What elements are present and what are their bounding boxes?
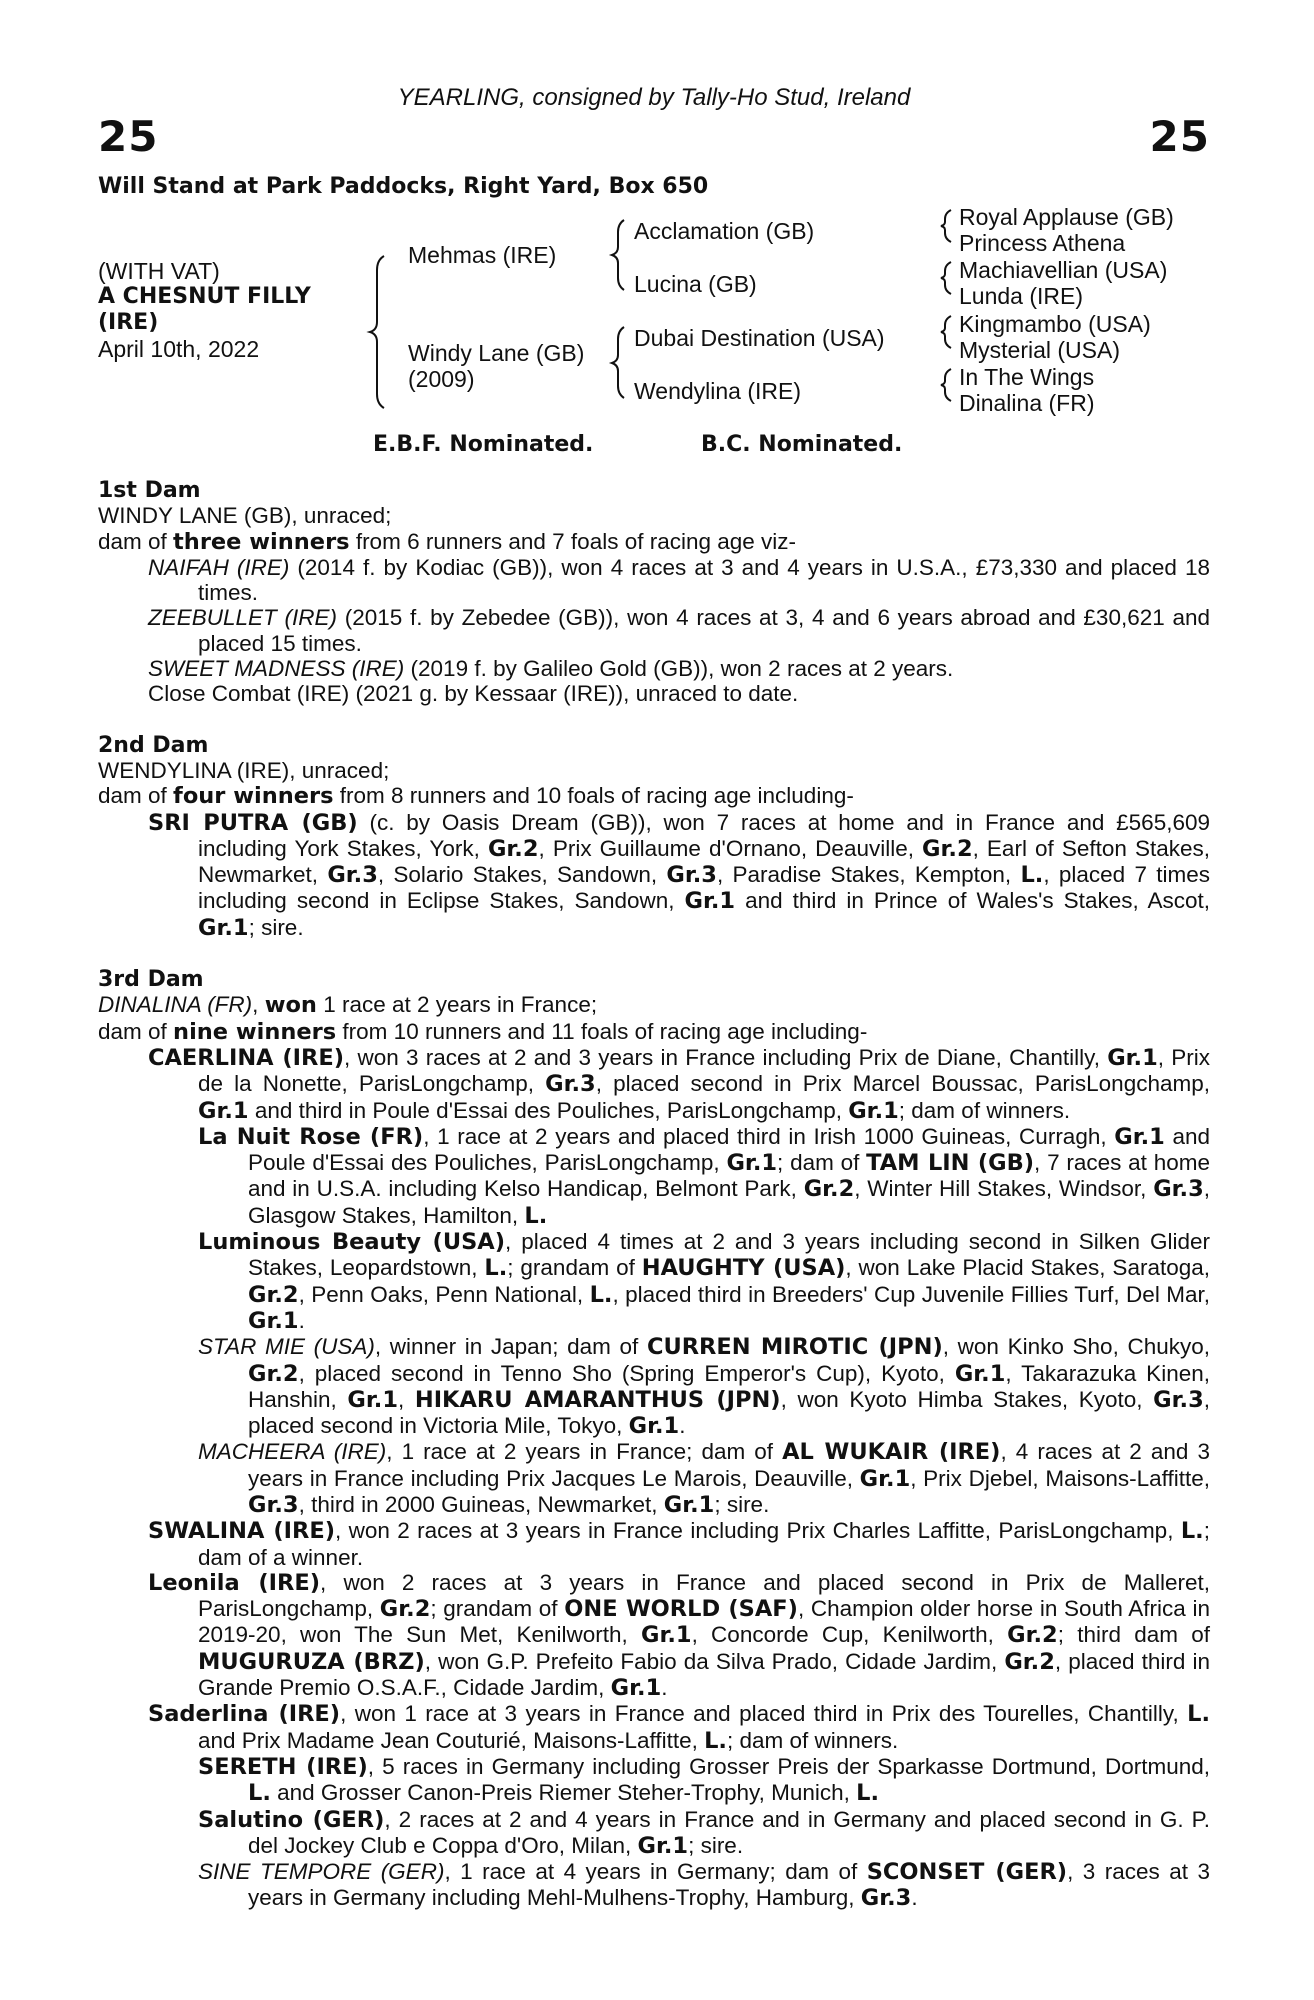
sire: Mehmas (IRE) [408, 242, 557, 268]
lot-number-left: 25 [98, 112, 159, 161]
third-dam-summary: dam of nine winners from 10 runners and 11 foals of racing age including- [98, 1018, 868, 1045]
offspring-entry: Close Combat (IRE) (2021 g. by Kessaar (IRE)), unraced to date. [148, 681, 799, 707]
vat-note: (WITH VAT) [98, 258, 220, 284]
ancestor-6: Mysterial (USA) [959, 337, 1121, 363]
offspring-entry: SWEET MADNESS (IRE) (2019 f. by Galileo Gold (GB)), won 2 races at 2 years. [148, 656, 954, 682]
offspring-entry: ZEEBULLET (IRE) (2015 f. by Zebedee (GB)), won 4 races at 3, 4 and 6 years abroad and £30,621 and placed 15 times. [148, 605, 1210, 656]
grand-offspring-entry: Luminous Beauty (USA), placed 4 times at 2 and 3 years including second in Silken Glider Stakes, Leopardstown, L.; grandam of HAUGHTY (USA), won Lake Placid Stakes, Saratoga, Gr.2, Penn Oaks, Penn National, L., placed third in Breeders' Cup Juvenile Fillies Turf, Del Mar, Gr.1. [198, 1229, 1211, 1334]
pedigree-table [98, 200, 1210, 425]
offspring-entry: Leonila (IRE), won 2 races at 3 years in France and placed second in Prix de Malleret, ParisLongchamp, Gr.2; grandam of ONE WORLD (SAF), Champion older horse in South Africa in 2019-20, won The Sun Met, Kenilworth, Gr.1, Concorde Cup, Kenilworth, Gr.2; third dam of MUGURUZA (BRZ), won G.P. Prefeito Fabio da Silva Prado, Cidade Jardim, Gr.2, placed third in Grande Premio O.S.A.F., Cidade Jardim, Gr.1. [148, 1569, 1211, 1702]
dam-year: (2009) [408, 366, 475, 392]
ancestor-4: Lunda (IRE) [959, 283, 1084, 309]
third-dam-line: DINALINA (FR), won 1 race at 2 years in France; [98, 992, 598, 1019]
ancestor-3: Machiavellian (USA) [959, 257, 1168, 283]
lot-description [98, 258, 311, 362]
grand-offspring-entry: SINE TEMPORE (GER), 1 race at 4 years in Germany; dam of SCONSET (GER), 3 races at 3 years in Germany including Mehl-Mulhens-Trophy, Hamburg, Gr.3. [198, 1859, 1210, 1912]
bc-nomination: B.C. Nominated. [701, 432, 903, 457]
stand-location: Will Stand at Park Paddocks, Right Yard, Box 650 [98, 174, 709, 199]
second-dam-line: WENDYLINA (IRE), unraced; [98, 757, 390, 783]
second-dam-summary: dam of four winners from 8 runners and 10 foals of racing age including- [98, 783, 854, 810]
ancestor-7: In The Wings [959, 364, 1095, 390]
offspring-entry: SWALINA (IRE), won 2 races at 3 years in France including Prix Charles Laffitte, ParisLongchamp, L.; dam of a winner. [148, 1518, 1210, 1570]
third-dam-section [98, 967, 1210, 1912]
consignor-headline: YEARLING, consigned by Tally-Ho Stud, Ireland [397, 84, 911, 111]
dam: Windy Lane (GB) [408, 340, 585, 366]
offspring-entry: CAERLINA (IRE), won 3 races at 2 and 3 years in France including Prix de Diane, Chantilly, Gr.1, Prix de la Nonette, ParisLongchamp, Gr.3, placed second in Prix Marcel Boussac, ParisLongchamp, Gr.1 and third in Poule d'Essai des Pouliches, ParisLongchamp, Gr.1; dam of winners. [148, 1044, 1210, 1124]
ancestor-1: Royal Applause (GB) [959, 204, 1174, 230]
first-dam-line: WINDY LANE (GB), unraced; [98, 503, 392, 529]
first-dam-summary: dam of three winners from 6 runners and 7 foals of racing age viz- [98, 528, 797, 555]
ebf-nomination: E.B.F. Nominated. [373, 432, 594, 457]
offspring-entry: NAIFAH (IRE) (2014 f. by Kodiac (GB)), won 4 races at 3 and 4 years in U.S.A., £73,330 and placed 18 times. [148, 554, 1210, 606]
second-dam-heading: 2nd Dam [98, 732, 209, 758]
lot-number-right: 25 [1149, 112, 1210, 161]
dam-sire: Dubai Destination (USA) [634, 325, 885, 351]
third-dam-heading: 3rd Dam [98, 967, 204, 993]
grand-offspring-entry: MACHEERA (IRE), 1 race at 2 years in France; dam of AL WUKAIR (IRE), 4 races at 2 and 3 years in France including Prix Jacques Le Marois, Deauville, Gr.1, Prix Djebel, Maisons-Laffitte, Gr.3, third in 2000 Guineas, Newmarket, Gr.1; sire. [198, 1439, 1210, 1518]
ancestor-5: Kingmambo (USA) [959, 311, 1151, 337]
ancestor-8: Dinalina (FR) [959, 390, 1095, 416]
sire-dam: Lucina (GB) [634, 271, 757, 297]
ancestor-2: Princess Athena [959, 230, 1126, 256]
offspring-entry: SRI PUTRA (GB) (c. by Oasis Dream (GB)), won 7 races at home and in France and £565,609 including York Stakes, York, Gr.2, Prix Guillaume d'Ornano, Deauville, Gr.2, Earl of Sefton Stakes, Newmarket, Gr.3, Solario Stakes, Sandown, Gr.3, Paradise Stakes, Kempton, L., placed 7 times including second in Eclipse Stakes, Sandown, Gr.1 and third in Prince of Wales's Stakes, Ascot, Gr.1; sire. [148, 809, 1211, 941]
first-dam-section [98, 478, 1210, 707]
grand-offspring-entry: Salutino (GER), 2 races at 2 and 4 years in France and in Germany and placed second in G. P. del Jockey Club e Coppa d'Oro, Milan, Gr.1; sire. [198, 1806, 1210, 1859]
horse-name-country: (IRE) [98, 310, 159, 335]
offspring-entry: Saderlina (IRE), won 1 race at 3 years in France and placed third in Prix des Tourelles, Chantilly, L. and Prix Madame Jean Couturié, Maisons-Laffitte, L.; dam of winners. [148, 1701, 1210, 1754]
grand-offspring-entry: La Nuit Rose (FR), 1 race at 2 years and placed third in Irish 1000 Guineas, Curragh, Gr.1 and Poule d'Essai des Pouliches, ParisLongchamp, Gr.1; dam of TAM LIN (GB), 7 races at home and in U.S.A. including Kelso Handicap, Belmont Park, Gr.2, Winter Hill Stakes, Windsor, Gr.3, Glasgow Stakes, Hamilton, L. [198, 1123, 1211, 1229]
foaling-date: April 10th, 2022 [98, 336, 260, 362]
first-dam-heading: 1st Dam [98, 478, 201, 503]
grand-offspring-entry: SERETH (IRE), 5 races in Germany including Grosser Preis der Sparkasse Dortmund, Dortmund, L. and Grosser Canon-Preis Riemer Steher-Trophy, Munich, L. [198, 1753, 1210, 1807]
family-notes [98, 478, 1210, 1912]
dam-dam: Wendylina (IRE) [634, 378, 802, 404]
horse-name: A CHESNUT FILLY [98, 284, 311, 309]
sire-sire: Acclamation (GB) [634, 218, 815, 244]
grand-offspring-entry: STAR MIE (USA), winner in Japan; dam of CURREN MIROTIC (JPN), won Kinko Sho, Chukyo, Gr.2, placed second in Tenno Sho (Spring Emperor's Cup), Kyoto, Gr.1, Takarazuka Kinen, Hanshin, Gr.1, HIKARU AMARANTHUS (JPN), won Kyoto Himba Stakes, Kyoto, Gr.3, placed second in Victoria Mile, Tokyo, Gr.1. [198, 1334, 1211, 1440]
second-dam-section [98, 733, 1210, 941]
